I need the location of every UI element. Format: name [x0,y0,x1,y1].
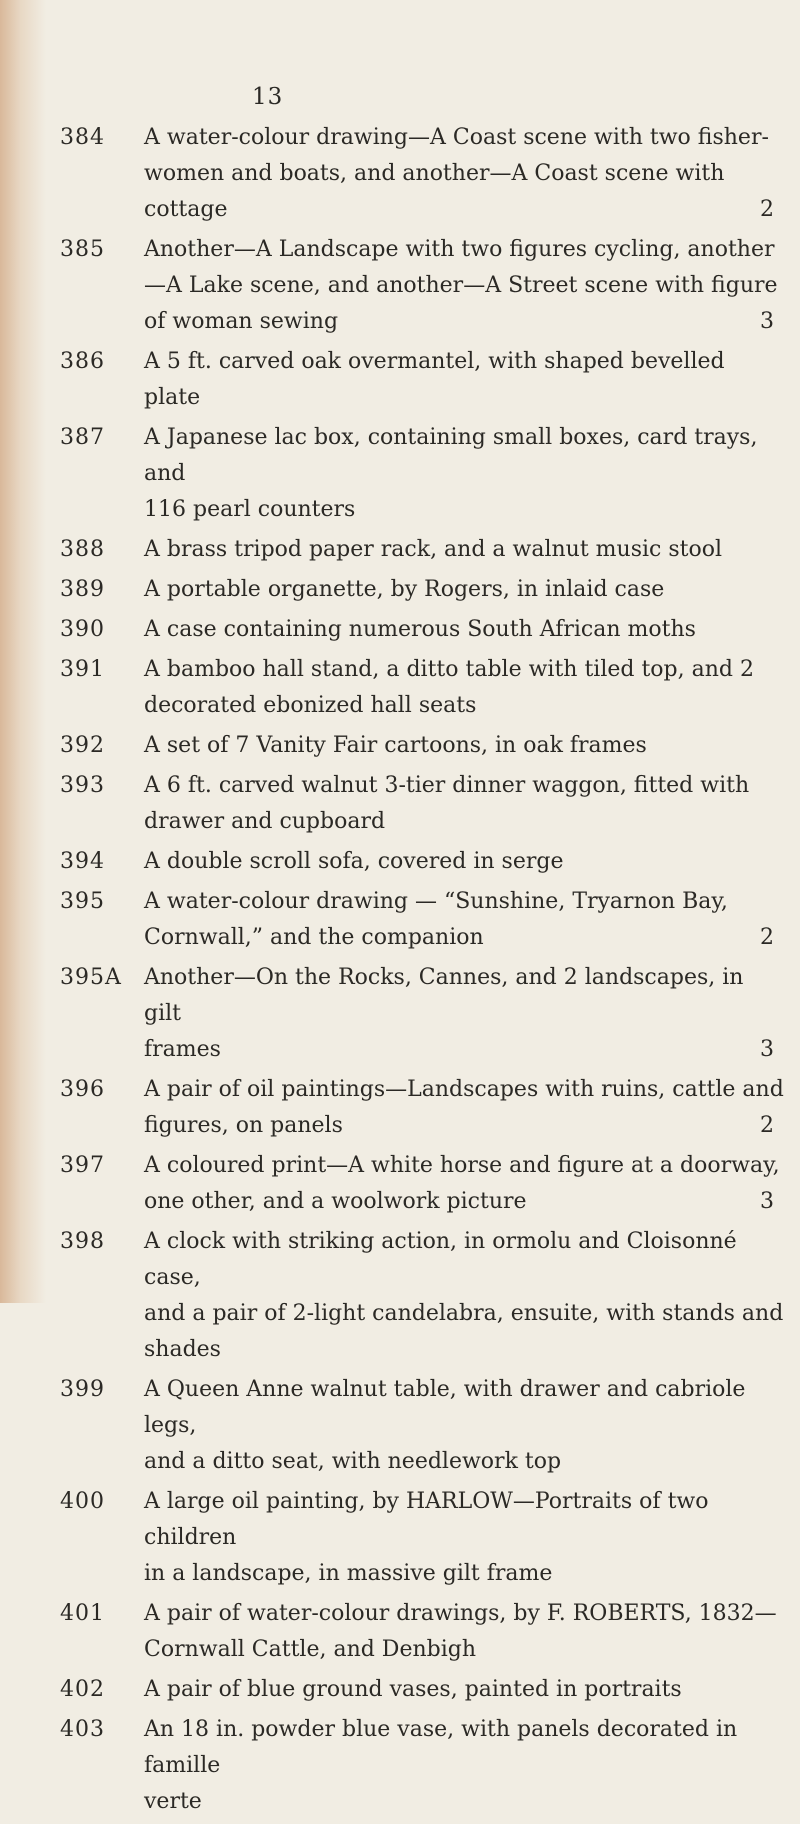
lot-text: A 5 ft. carved oak overmantel, with shaped bevelled plate [144,349,725,410]
lot-number: 395A [60,965,122,990]
lot-entry [60,1672,790,1708]
lot-text: A bamboo hall stand, a ditto table with tiled top, and 2 decorated ebonized hall seats [144,657,754,718]
lot-description [144,612,784,648]
lot-entry [60,1072,790,1144]
lot-entry [60,1372,790,1480]
lot-number: 396 [60,1077,105,1102]
lot-text: A pair of blue ground vases, painted in portraits [144,1677,682,1702]
lot-description [144,768,784,840]
lot-number: 401 [60,1601,105,1626]
lot-list [60,120,790,1824]
lot-description [144,1596,784,1668]
lot-number: 388 [60,537,105,562]
lot-text: A set of 7 Vanity Fair cartoons, in oak frames [144,733,647,758]
lot-quantity: 2 [760,925,774,950]
lot-number: 389 [60,577,105,602]
lot-text: A double scroll sofa, covered in serge [144,849,564,874]
lot-description [144,1372,784,1480]
lot-description [144,960,784,1068]
lot-quantity: 3 [760,1189,774,1214]
lot-number: 397 [60,1153,105,1178]
lot-description [144,120,784,228]
lot-description [144,1484,784,1592]
lot-entry [60,884,790,956]
lot-description [144,1672,784,1708]
lot-number: 385 [60,237,105,262]
lot-text: A case containing numerous South African moths [144,617,696,642]
lot-entry [60,612,790,648]
lot-entry [60,768,790,840]
lot-description [144,1072,784,1144]
lot-text: A pair of oil paintings—Landscapes with ruins, cattle and figures, on panels [144,1077,784,1138]
page-number: 13 [252,84,284,110]
lot-description [144,1148,784,1220]
lot-description [144,652,784,724]
lot-description [144,572,784,608]
lot-number: 386 [60,349,105,374]
lot-entry [60,1484,790,1592]
lot-number: 395 [60,889,105,914]
lot-text: A portable organette, by Rogers, in inlaid case [144,577,665,602]
lot-entry [60,960,790,1068]
lot-entry [60,1712,790,1820]
lot-number: 387 [60,425,105,450]
lot-text: Another—On the Rocks, Cannes, and 2 landscapes, in gilt frames [144,965,744,1062]
lot-spacer [60,1820,790,1824]
lot-text: A coloured print—A white horse and figure at a doorway, one other, and a woolwork picture [144,1153,780,1214]
lot-description [144,232,784,340]
lot-text: A 6 ft. carved walnut 3-tier dinner waggon, fitted with drawer and cupboard [144,773,750,834]
lot-text: A large oil painting, by HARLOW—Portraits of two children in a landscape, in massive gilt frame [144,1489,709,1586]
lot-entry [60,532,790,568]
lot-text: A brass tripod paper rack, and a walnut music stool [144,537,723,562]
lot-entry [60,420,790,528]
lot-number: 390 [60,617,105,642]
lot-text: A clock with striking action, in ormolu and Cloisonné case, and a pair of 2-light candelabra, ensuite, with stands and shades [144,1229,784,1362]
lot-number: 402 [60,1677,105,1702]
lot-text: A pair of water-colour drawings, by F. ROBERTS, 1832— Cornwall Cattle, and Denbigh [144,1601,777,1662]
lot-description [144,884,784,956]
lot-quantity: 3 [760,309,774,334]
lot-text: A water-colour drawing — “Sunshine, Tryarnon Bay, Cornwall,” and the companion [144,889,728,950]
lot-entry [60,1224,790,1368]
lot-number: 394 [60,849,105,874]
lot-entry [60,1596,790,1668]
lot-entry [60,728,790,764]
lot-entry [60,232,790,340]
lot-number: 399 [60,1377,105,1402]
lot-number: 393 [60,773,105,798]
lot-number: 384 [60,125,105,150]
lot-text: A Japanese lac box, containing small boxes, card trays, and 116 pearl counters [144,425,758,522]
lot-entry [60,344,790,416]
lot-description [144,728,784,764]
lot-entry [60,120,790,228]
lot-number: 400 [60,1489,105,1514]
lot-description [144,532,784,568]
lot-text: Another—A Landscape with two figures cycling, another —A Lake scene, and another—A Street scene with figure of woman sewing [144,237,778,334]
lot-number: 392 [60,733,105,758]
lot-text: A water-colour drawing—A Coast scene with two fisher- women and boats, and another—A Coast scene with cottage [144,125,769,222]
lot-entry [60,844,790,880]
lot-entry [60,1148,790,1220]
lot-number: 398 [60,1229,105,1254]
lot-entry [60,652,790,724]
lot-quantity: 3 [760,1037,774,1062]
lot-description [144,1224,784,1368]
page-edge [0,0,46,1303]
lot-quantity: 2 [760,197,774,222]
lot-number: 391 [60,657,105,682]
lot-description [144,844,784,880]
lot-description [144,420,784,528]
lot-description [144,1712,784,1820]
lot-quantity: 2 [760,1113,774,1138]
lot-description [144,344,784,416]
lot-text: A Queen Anne walnut table, with drawer and cabriole legs, and a ditto seat, with needlework top [144,1377,746,1474]
lot-number: 403 [60,1717,105,1742]
lot-entry [60,572,790,608]
lot-text: An 18 in. powder blue vase, with panels decorated in famille verte [144,1717,738,1814]
